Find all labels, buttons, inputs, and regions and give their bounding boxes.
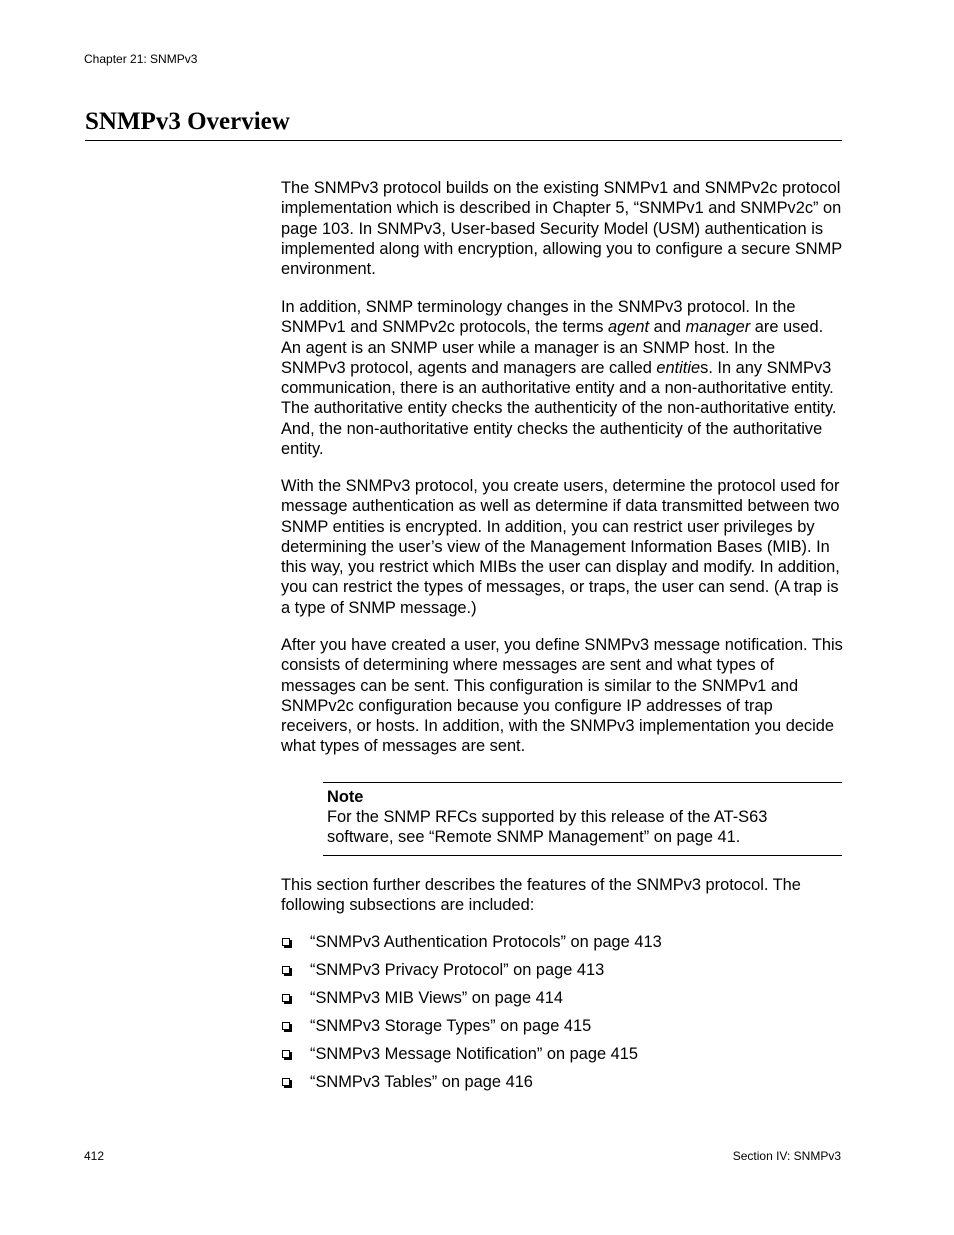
subsection-link-mib-views[interactable]	[281, 988, 662, 1016]
term-manager: manager	[685, 318, 751, 337]
checkbox-bullet-icon	[282, 966, 290, 974]
subsection-link-storage-types[interactable]	[281, 1016, 662, 1044]
subsection-label: “SNMPv3 Privacy Protocol” on page 413	[310, 961, 605, 979]
page-title: SNMPv3 Overview	[85, 108, 290, 135]
checkbox-bullet-icon	[282, 1050, 290, 1058]
paragraph-text: are used. An agent is an SNMP user while a manager is an SNMP host. In the SNMPv3 protocol, agents and managers are called	[281, 318, 824, 377]
page-number: 412	[84, 1149, 105, 1163]
paragraph-terminology	[281, 297, 843, 459]
checkbox-bullet-icon	[282, 938, 290, 946]
checkbox-bullet-icon	[282, 1022, 290, 1030]
note-text: For the SNMP RFCs supported by this release of the AT-S63 software, see “Remote SNMP Management” on page 41.	[327, 808, 768, 847]
note-box	[323, 782, 842, 856]
subsection-link-authentication[interactable]	[281, 932, 662, 960]
paragraph-text: In addition, SNMP terminology changes in the SNMPv3 protocol. In the SNMPv1 and SNMPv2c protocols, the terms	[281, 298, 796, 337]
subsection-link-privacy[interactable]	[281, 960, 662, 988]
subsection-label: “SNMPv3 Storage Types” on page 415	[310, 1017, 592, 1035]
subsection-link-tables[interactable]	[281, 1072, 662, 1100]
subsection-label: “SNMPv3 MIB Views” on page 414	[310, 989, 563, 1007]
title-rule	[85, 140, 842, 141]
paragraph-users: With the SNMPv3 protocol, you create users, determine the protocol used for message authentication as well as determine if data transmitted between two SNMP entities is encrypted. In addition, you can restrict user privileges by determining the user’s view of the Management Information Bases (MIB). In this way, you restrict which MIBs the user can display and modify. In addition, you can restrict the types of messages, or traps, the user can send. (A trap is a type of SNMP message.)	[281, 477, 840, 617]
paragraph-text: and	[649, 318, 686, 337]
term-agent: agent	[608, 318, 650, 337]
subsection-link-message-notification[interactable]	[281, 1044, 662, 1072]
subsection-label: “SNMPv3 Message Notification” on page 415	[310, 1045, 638, 1063]
subsection-label: “SNMPv3 Authentication Protocols” on page 413	[310, 933, 662, 951]
footer-section: Section IV: SNMPv3	[732, 1149, 841, 1163]
running-header: Chapter 21: SNMPv3	[84, 52, 198, 66]
paragraph-intro: The SNMPv3 protocol builds on the existing SNMPv1 and SNMPv2c protocol implementation which is described in Chapter 5, “SNMPv1 and SNMPv2c” on page 103. In SNMPv3, User-based Security Model (USM) authentication is implemented along with encryption, allowing you to configure a secure SNMP environment.	[281, 179, 842, 279]
paragraph-notification: After you have created a user, you define SNMPv3 message notification. This consists of determining where messages are sent and what types of messages can be sent. This configuration is similar to the SNMPv1 and SNMPv2c configuration because you configure IP addresses of trap receivers, or hosts. In addition, with the SNMPv3 implementation you decide what types of messages are sent.	[281, 636, 843, 756]
checkbox-bullet-icon	[282, 1078, 290, 1086]
term-entities: entitie	[656, 358, 701, 377]
note-heading: Note	[327, 788, 364, 806]
paragraph-text: s. In any SNMPv3 communication, there is an authoritative entity and a non-authoritative entity. The authoritative entity checks the authenticity of the non-authoritative entity. And, the non-authoritative entity checks the authenticity of the authoritative entity.	[281, 358, 837, 459]
subsection-list	[281, 932, 662, 1100]
subsection-label: “SNMPv3 Tables” on page 416	[310, 1073, 533, 1091]
checkbox-bullet-icon	[282, 994, 290, 1002]
paragraph-subsections-intro: This section further describes the features of the SNMPv3 protocol. The following subsections are included:	[281, 876, 801, 915]
